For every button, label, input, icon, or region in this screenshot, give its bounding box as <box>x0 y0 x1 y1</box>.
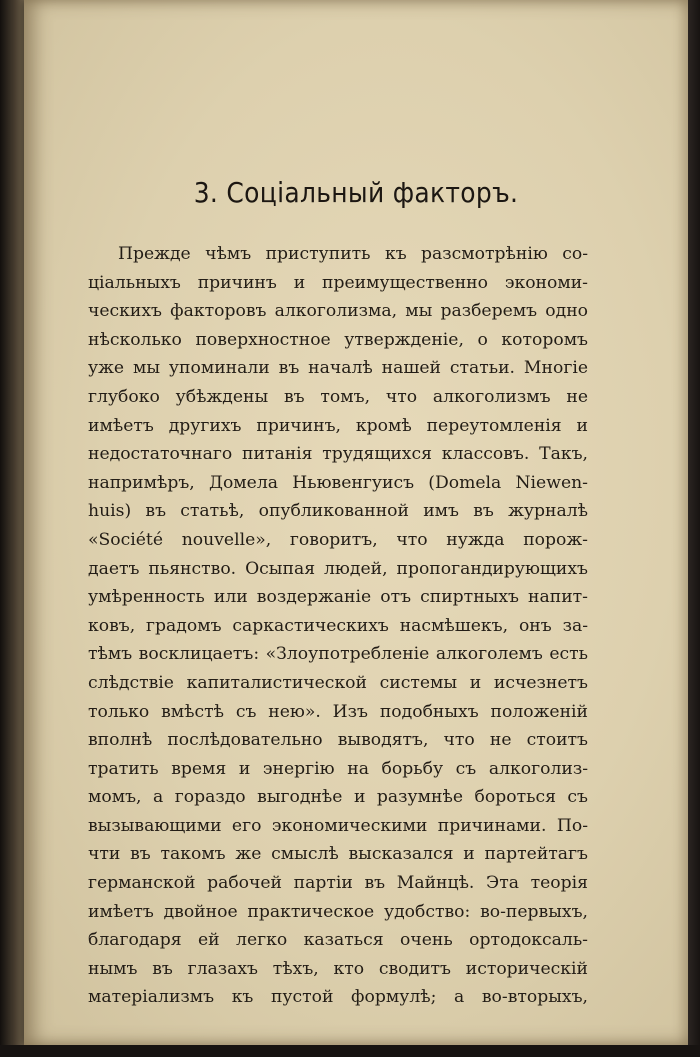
text-line: ческихъ факторовъ алкоголизма, мы разберемъ одно <box>88 301 588 322</box>
text-line: матеріализмъ къ пустой формулѣ; а во-вторыхъ, <box>88 987 588 1008</box>
page-edge-shadow <box>688 0 700 1057</box>
text-line: недостаточнаго питанія трудящихся классовъ. Такъ, <box>88 444 588 465</box>
text-line: германской рабочей партіи въ Майнцѣ. Эта теорія <box>88 873 588 894</box>
section-heading: 3. Соціальный факторъ. <box>193 176 519 209</box>
text-line: чти въ такомъ же смыслѣ высказался и партейтагъ <box>88 844 588 865</box>
bottom-shadow <box>0 1045 700 1057</box>
text-line: вызывающими его экономическими причинами. По- <box>88 815 588 836</box>
text-line: huis) въ статьѣ, опубликованной имъ въ журналѣ <box>88 501 588 522</box>
text-line: нѣсколько поверхностное утвержденіе, о которомъ <box>88 329 588 350</box>
text-line: даетъ пьянство. Осыпая людей, пропогандирующихъ <box>88 558 588 579</box>
text-line: тѣмъ восклицаетъ: «Злоупотребленіе алкоголемъ есть <box>88 644 588 665</box>
text-line: напримѣръ, Домела Ньювенгуисъ (Domela Niewen- <box>88 472 588 493</box>
text-line: благодаря ей легко казаться очень ортодоксаль- <box>88 930 588 951</box>
text-line: Прежде чѣмъ приступить къ разсмотрѣнію со- <box>118 244 588 264</box>
text-line: ковъ, градомъ саркастическихъ насмѣшекъ, онъ за- <box>88 615 588 636</box>
text-line: глубоко убѣждены въ томъ, что алкоголизмъ не <box>88 386 588 407</box>
text-line: слѣдствіе капиталистической системы и исчезнетъ <box>88 672 588 693</box>
text-line: имѣетъ другихъ причинъ, кромѣ переутомленія и <box>88 415 588 436</box>
text-line: ціальныхъ причинъ и преимущественно экономи- <box>88 272 588 293</box>
text-line: «Société nouvelle», говоритъ, что нужда порож- <box>88 529 588 550</box>
text-line: момъ, а гораздо выгоднѣе и разумнѣе бороться съ <box>88 787 588 808</box>
text-line: тратить время и энергію на борьбу съ алкоголиз- <box>88 758 588 779</box>
text-line: умѣренность или воздержаніе отъ спиртныхъ напит- <box>88 587 588 608</box>
text-line: нымъ въ глазахъ тѣхъ, кто сводитъ историческій <box>88 958 588 979</box>
text-line: уже мы упоминали въ началѣ нашей статьи. Многіе <box>88 358 588 379</box>
text-line: только вмѣстѣ съ нею». Изъ подобныхъ положеній <box>88 701 588 722</box>
text-line: имѣетъ двойное практическое удобство: во-первыхъ, <box>88 901 588 922</box>
body-paragraph <box>88 240 588 1012</box>
text-line: вполнѣ послѣдовательно выводятъ, что не стоитъ <box>88 730 588 751</box>
